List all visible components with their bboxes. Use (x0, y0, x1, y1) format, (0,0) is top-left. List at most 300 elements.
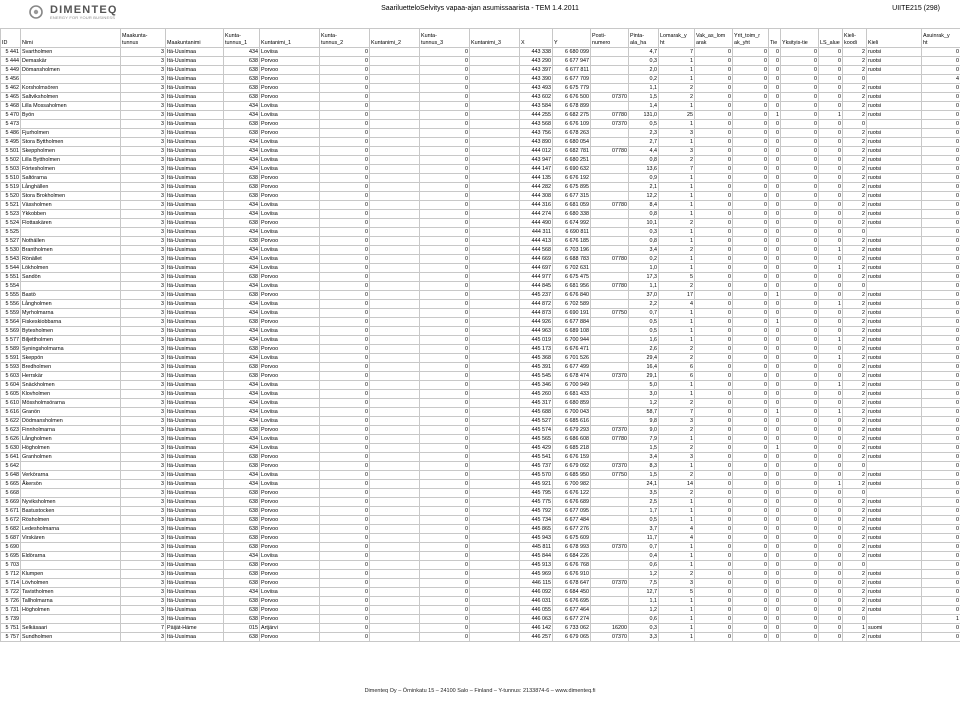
table-cell: 0 (781, 75, 819, 84)
table-cell: 3,4 (629, 453, 659, 462)
table-cell: Korsholmsören (21, 84, 121, 93)
table-row (1, 543, 960, 552)
table-cell: Loviisa (260, 138, 320, 147)
table-cell: Itä-Uusimaa (166, 606, 224, 615)
table-row (1, 309, 960, 318)
table-cell (370, 534, 420, 543)
table-cell (591, 75, 629, 84)
table-cell: Byön (21, 111, 121, 120)
table-cell: 0 (733, 300, 769, 309)
table-cell: 5 525 (1, 228, 21, 237)
table-cell: 0 (769, 183, 781, 192)
table-cell: 1 (659, 210, 695, 219)
table-cell (591, 354, 629, 363)
table-cell: 12,7 (629, 588, 659, 597)
table-cell: 5 726 (1, 597, 21, 606)
brand-tagline: ENERGY FOR YOUR BUSINESS (50, 15, 116, 20)
table-cell: 0 (695, 399, 733, 408)
column-header: Maakuntanimi (166, 29, 224, 48)
table-cell: 0 (420, 165, 470, 174)
table-cell (470, 273, 520, 282)
table-cell: 7 (121, 624, 166, 633)
table-cell: 3 (659, 453, 695, 462)
table-cell: 5 486 (1, 129, 21, 138)
table-cell: ruotsi (867, 174, 922, 183)
table-cell: ruotsi (867, 408, 922, 417)
table-cell (470, 543, 520, 552)
table-cell (591, 408, 629, 417)
table-cell: 2,3 (629, 129, 659, 138)
table-cell (470, 408, 520, 417)
column-header: Y (553, 29, 591, 48)
table-cell: ruotsi (867, 138, 922, 147)
table-cell: 2 (843, 444, 867, 453)
table-cell: 0 (695, 102, 733, 111)
table-row (1, 552, 960, 561)
table-cell: 638 (224, 84, 260, 93)
table-cell: Porvoo (260, 597, 320, 606)
table-cell: 0 (781, 174, 819, 183)
table-cell: 3 (121, 138, 166, 147)
table-cell: 2 (843, 66, 867, 75)
table-cell: 131,0 (629, 111, 659, 120)
table-cell: 0 (420, 507, 470, 516)
table-cell: 0 (922, 453, 960, 462)
table-cell: 6 690 811 (553, 228, 591, 237)
table-cell (470, 219, 520, 228)
table-cell: ruotsi (867, 291, 922, 300)
table-cell: 0 (420, 246, 470, 255)
table-row (1, 66, 960, 75)
table-cell: 638 (224, 66, 260, 75)
table-cell: 638 (224, 615, 260, 624)
table-row (1, 534, 960, 543)
table-cell (370, 273, 420, 282)
column-header: Kuntanimi_2 (370, 29, 420, 48)
table-cell: 0 (733, 480, 769, 489)
table-row (1, 462, 960, 471)
table-cell: 07370 (591, 426, 629, 435)
table-cell: Porvoo (260, 318, 320, 327)
table-cell: 0 (320, 120, 370, 129)
table-cell: 0 (843, 228, 867, 237)
table-cell: 0 (819, 453, 843, 462)
table-row (1, 363, 960, 372)
table-cell: Lilla Mossaholmen (21, 102, 121, 111)
table-cell: 7,9 (629, 435, 659, 444)
table-cell: Loviisa (260, 246, 320, 255)
table-cell: 0 (733, 408, 769, 417)
table-cell (470, 462, 520, 471)
table-cell: Förtesholmen (21, 165, 121, 174)
table-cell: 0,2 (629, 75, 659, 84)
table-cell: Myrholmarna (21, 309, 121, 318)
table-cell: 434 (224, 588, 260, 597)
table-cell (370, 327, 420, 336)
table-cell: 0 (420, 471, 470, 480)
table-cell: 434 (224, 390, 260, 399)
table-cell (370, 174, 420, 183)
table-cell: 638 (224, 507, 260, 516)
table-cell: 5 470 (1, 111, 21, 120)
table-cell: 0 (781, 57, 819, 66)
table-cell: 444 873 (520, 309, 553, 318)
table-cell: 0,6 (629, 561, 659, 570)
table-cell: 3 (121, 408, 166, 417)
table-cell: 0 (420, 372, 470, 381)
table-cell: 5 682 (1, 525, 21, 534)
table-cell: Itä-Uusimaa (166, 561, 224, 570)
table-cell: 0 (695, 570, 733, 579)
table-cell: 0 (769, 561, 781, 570)
table-cell: 0 (769, 534, 781, 543)
table-cell: 0 (733, 588, 769, 597)
table-cell: 1 (659, 462, 695, 471)
table-cell: 1 (819, 246, 843, 255)
table-cell: 1 (659, 597, 695, 606)
table-row (1, 174, 960, 183)
table-cell: 638 (224, 543, 260, 552)
table-cell: 2 (659, 246, 695, 255)
table-cell: 0 (420, 408, 470, 417)
table-cell: 2 (843, 345, 867, 354)
table-cell: 0 (781, 435, 819, 444)
table-cell: 444 568 (520, 246, 553, 255)
table-cell: 5,0 (629, 381, 659, 390)
table-cell: Porvoo (260, 579, 320, 588)
table-cell: 6 689 108 (553, 327, 591, 336)
table-cell: 07370 (591, 93, 629, 102)
table-cell: 0 (733, 372, 769, 381)
table-cell: 0 (922, 282, 960, 291)
table-cell: ruotsi (867, 147, 922, 156)
table-row (1, 489, 960, 498)
table-cell: 6 676 159 (553, 453, 591, 462)
table-cell: 3 (121, 426, 166, 435)
table-cell (370, 579, 420, 588)
table-cell: 0 (733, 507, 769, 516)
table-cell: 0 (922, 345, 960, 354)
column-header: LS_alue (819, 29, 843, 48)
table-cell: 015 (224, 624, 260, 633)
table-cell: 5 465 (1, 93, 21, 102)
table-cell: 0 (695, 111, 733, 120)
table-cell: 16200 (591, 624, 629, 633)
table-cell: 6 700 944 (553, 336, 591, 345)
table-cell: 3 (121, 327, 166, 336)
table-cell: 638 (224, 345, 260, 354)
table-cell: 2 (843, 174, 867, 183)
table-row (1, 120, 960, 129)
table-cell: 0 (733, 246, 769, 255)
table-row (1, 246, 960, 255)
table-cell: 6 678 647 (553, 579, 591, 588)
table-cell: 6 685 950 (553, 471, 591, 480)
table-cell (470, 363, 520, 372)
table-cell: 2 (659, 399, 695, 408)
table-cell: 444 413 (520, 237, 553, 246)
table-cell: Loviisa (260, 147, 320, 156)
table-cell: 0 (320, 588, 370, 597)
table-cell: 6 700 949 (553, 381, 591, 390)
table-cell: 5 690 (1, 543, 21, 552)
table-cell: 2 (843, 525, 867, 534)
table-cell: 2 (843, 147, 867, 156)
table-cell: 0 (781, 264, 819, 273)
table-cell: 638 (224, 633, 260, 642)
table-cell: 5 503 (1, 165, 21, 174)
table-cell: 434 (224, 48, 260, 57)
table-cell: 0 (781, 318, 819, 327)
table-cell: 2 (843, 543, 867, 552)
table-cell: 3 (121, 48, 166, 57)
table-cell: Porvoo (260, 273, 320, 282)
table-cell: Itä-Uusimaa (166, 264, 224, 273)
table-cell: 0 (781, 345, 819, 354)
table-cell: 0 (781, 516, 819, 525)
table-cell: 0 (695, 435, 733, 444)
table-cell: 638 (224, 453, 260, 462)
table-cell (591, 210, 629, 219)
table-cell: 0 (922, 102, 960, 111)
brand-name: DIMENTEQ (50, 4, 118, 16)
table-cell (370, 552, 420, 561)
table-cell (591, 336, 629, 345)
table-cell: 9,0 (629, 426, 659, 435)
table-cell: 0 (733, 264, 769, 273)
table-cell: 0 (922, 318, 960, 327)
table-cell: 0 (769, 345, 781, 354)
table-cell (370, 417, 420, 426)
table-cell: ruotsi (867, 66, 922, 75)
table-cell: 6 677 276 (553, 525, 591, 534)
table-cell: 3 (121, 309, 166, 318)
table-cell: 0 (769, 309, 781, 318)
table-cell: Demaskär (21, 57, 121, 66)
table-cell: 0 (922, 534, 960, 543)
table-cell: 0 (769, 633, 781, 642)
table-cell (470, 435, 520, 444)
table-cell: 07780 (591, 255, 629, 264)
table-cell: Itä-Uusimaa (166, 255, 224, 264)
table-cell: 0 (922, 399, 960, 408)
table-cell: 0 (819, 633, 843, 642)
table-cell: 6 686 608 (553, 435, 591, 444)
table-cell: 0 (781, 570, 819, 579)
table-cell: 2 (843, 417, 867, 426)
table-cell: 3 (121, 588, 166, 597)
table-cell: 6 677 315 (553, 192, 591, 201)
table-cell: 0 (733, 237, 769, 246)
table-cell: 6 (659, 372, 695, 381)
table-cell (21, 489, 121, 498)
table-cell: 434 (224, 102, 260, 111)
table-cell: 0 (922, 192, 960, 201)
table-cell: 0 (769, 93, 781, 102)
table-cell (470, 561, 520, 570)
table-cell (370, 264, 420, 273)
table-cell: 5 751 (1, 624, 21, 633)
table-cell: ruotsi (867, 471, 922, 480)
table-cell: Porvoo (260, 120, 320, 129)
table-cell: ruotsi (867, 129, 922, 138)
table-cell: 0 (420, 228, 470, 237)
table-cell: 0 (695, 192, 733, 201)
table-cell: 444 872 (520, 300, 553, 309)
table-cell: 0 (733, 363, 769, 372)
table-cell: Porvoo (260, 570, 320, 579)
table-cell: Loviisa (260, 201, 320, 210)
table-cell: 0 (695, 84, 733, 93)
table-cell: 0 (420, 426, 470, 435)
table-cell: 434 (224, 327, 260, 336)
table-cell: 0 (695, 390, 733, 399)
table-row (1, 345, 960, 354)
table-cell: 1 (659, 336, 695, 345)
table-cell: 434 (224, 309, 260, 318)
table-cell (867, 282, 922, 291)
table-cell (470, 57, 520, 66)
table-cell: 5 (659, 273, 695, 282)
table-cell: 0 (695, 183, 733, 192)
table-cell: 07750 (591, 471, 629, 480)
table-cell: 0 (733, 345, 769, 354)
table-cell: 2 (843, 318, 867, 327)
table-cell: 2 (843, 381, 867, 390)
table-cell: 2 (843, 264, 867, 273)
table-cell: 3 (121, 318, 166, 327)
table-cell: Verkörarna (21, 471, 121, 480)
table-cell: Lövholmen (21, 579, 121, 588)
table-cell: Sandön (21, 273, 121, 282)
table-cell: 0 (781, 363, 819, 372)
table-cell: 0 (733, 147, 769, 156)
table-cell (470, 246, 520, 255)
table-cell: 5 671 (1, 507, 21, 516)
table-cell: Stora Brokholmen (21, 192, 121, 201)
table-cell: 444 274 (520, 210, 553, 219)
table-cell (21, 615, 121, 624)
table-cell: 0 (922, 291, 960, 300)
table-cell: 0 (922, 588, 960, 597)
table-cell: 638 (224, 561, 260, 570)
table-cell: 1,1 (629, 282, 659, 291)
table-cell: 5 610 (1, 399, 21, 408)
column-header: Yksityis-tie (781, 29, 819, 48)
table-cell: 3 (121, 552, 166, 561)
table-cell: 3 (121, 147, 166, 156)
table-cell: 0,5 (629, 318, 659, 327)
table-cell (591, 84, 629, 93)
table-cell: 0 (781, 543, 819, 552)
table-cell: 0 (769, 300, 781, 309)
table-cell: 3,7 (629, 525, 659, 534)
table-cell: 2 (843, 588, 867, 597)
table-cell (370, 282, 420, 291)
table-cell (470, 417, 520, 426)
table-cell: 6 675 779 (553, 84, 591, 93)
table-cell: 2 (659, 156, 695, 165)
table-cell: 0 (733, 327, 769, 336)
table-cell: 5 593 (1, 363, 21, 372)
table-cell (370, 156, 420, 165)
table-cell: Loviisa (260, 444, 320, 453)
table-cell: 0 (320, 93, 370, 102)
table-cell: 443 584 (520, 102, 553, 111)
table-cell: 434 (224, 435, 260, 444)
table-cell (470, 138, 520, 147)
table-cell: Nothällen (21, 237, 121, 246)
table-cell: Virskären (21, 534, 121, 543)
table-cell (370, 201, 420, 210)
table-cell: 445 865 (520, 525, 553, 534)
table-cell: 0 (819, 543, 843, 552)
table-cell: ruotsi (867, 309, 922, 318)
table-cell: 0 (320, 507, 370, 516)
table-cell: 0 (695, 426, 733, 435)
table-cell: 0 (769, 480, 781, 489)
table-cell: ruotsi (867, 57, 922, 66)
table-cell (370, 57, 420, 66)
table-cell: 0 (420, 327, 470, 336)
table-cell: 0 (420, 588, 470, 597)
table-cell (470, 228, 520, 237)
table-cell (470, 471, 520, 480)
table-cell: 5 495 (1, 138, 21, 147)
table-cell: 0 (922, 66, 960, 75)
table-cell: Itä-Uusimaa (166, 516, 224, 525)
table-cell: 0 (733, 309, 769, 318)
table-cell (591, 129, 629, 138)
table-cell (21, 462, 121, 471)
table-row (1, 561, 960, 570)
table-cell: 443 390 (520, 75, 553, 84)
table-cell: Loviisa (260, 264, 320, 273)
table-cell: Svartholmen (21, 48, 121, 57)
table-cell: 5 714 (1, 579, 21, 588)
table-cell (370, 300, 420, 309)
table-cell: 0 (781, 426, 819, 435)
table-cell: 0 (733, 291, 769, 300)
table-cell: 1 (659, 192, 695, 201)
table-cell (470, 102, 520, 111)
table-cell (370, 561, 420, 570)
table-cell: 0 (695, 480, 733, 489)
table-cell (591, 174, 629, 183)
table-cell: 0 (819, 507, 843, 516)
table-cell: 0 (420, 219, 470, 228)
table-cell: 3 (121, 453, 166, 462)
table-cell: 1 (769, 318, 781, 327)
table-row (1, 381, 960, 390)
table-cell: 2 (843, 570, 867, 579)
table-cell: 5 444 (1, 57, 21, 66)
table-cell (470, 300, 520, 309)
table-cell: 0 (733, 516, 769, 525)
table-row (1, 291, 960, 300)
table-cell: 0 (769, 462, 781, 471)
table-row (1, 138, 960, 147)
table-cell: ruotsi (867, 552, 922, 561)
table-cell: 0 (320, 399, 370, 408)
table-cell: 444 135 (520, 174, 553, 183)
table-cell: 0 (420, 57, 470, 66)
table-cell: Itä-Uusimaa (166, 615, 224, 624)
table-cell: Itä-Uusimaa (166, 318, 224, 327)
table-cell: 0 (320, 138, 370, 147)
table-cell (370, 66, 420, 75)
table-cell: 0 (320, 264, 370, 273)
